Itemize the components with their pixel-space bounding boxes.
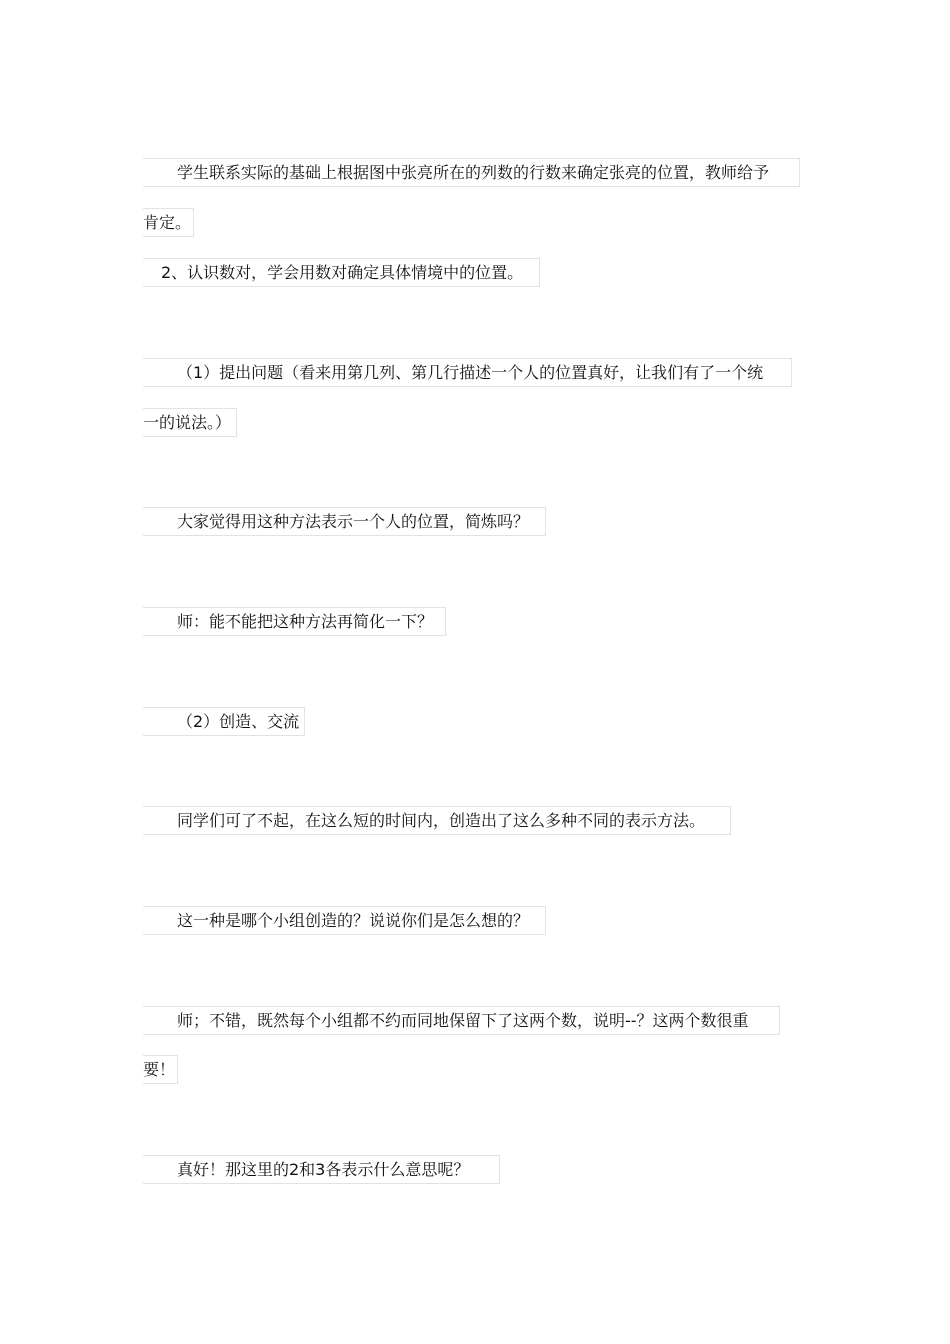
text-line: 真好！那这里的2和3各表示什么意思呢？ (143, 1155, 500, 1184)
text-line: 学生联系实际的基础上根据图中张亮所在的列数的行数来确定张亮的位置，教师给予 (143, 158, 800, 187)
text-line: 要！ (143, 1055, 178, 1084)
text-line: 大家觉得用这种方法表示一个人的位置，简炼吗？ (143, 507, 546, 536)
text-line: （1）提出问题（看来用第几列、第几行描述一个人的位置真好，让我们有了一个统 (143, 358, 792, 387)
text-line: 这一种是哪个小组创造的？说说你们是怎么想的？ (143, 906, 546, 935)
text-line: 一的说法。） (143, 408, 237, 437)
text-line: （2）创造、交流 (143, 707, 305, 736)
text-line: 2、认识数对，学会用数对确定具体情境中的位置。 (143, 258, 540, 287)
text-line: 师：能不能把这种方法再简化一下？ (143, 607, 446, 636)
text-line: 肯定。 (143, 208, 194, 237)
text-line: 同学们可了不起，在这么短的时间内，创造出了这么多种不同的表示方法。 (143, 806, 731, 835)
text-line: 师；不错，既然每个小组都不约而同地保留下了这两个数，说明--？这两个数很重 (143, 1006, 780, 1035)
